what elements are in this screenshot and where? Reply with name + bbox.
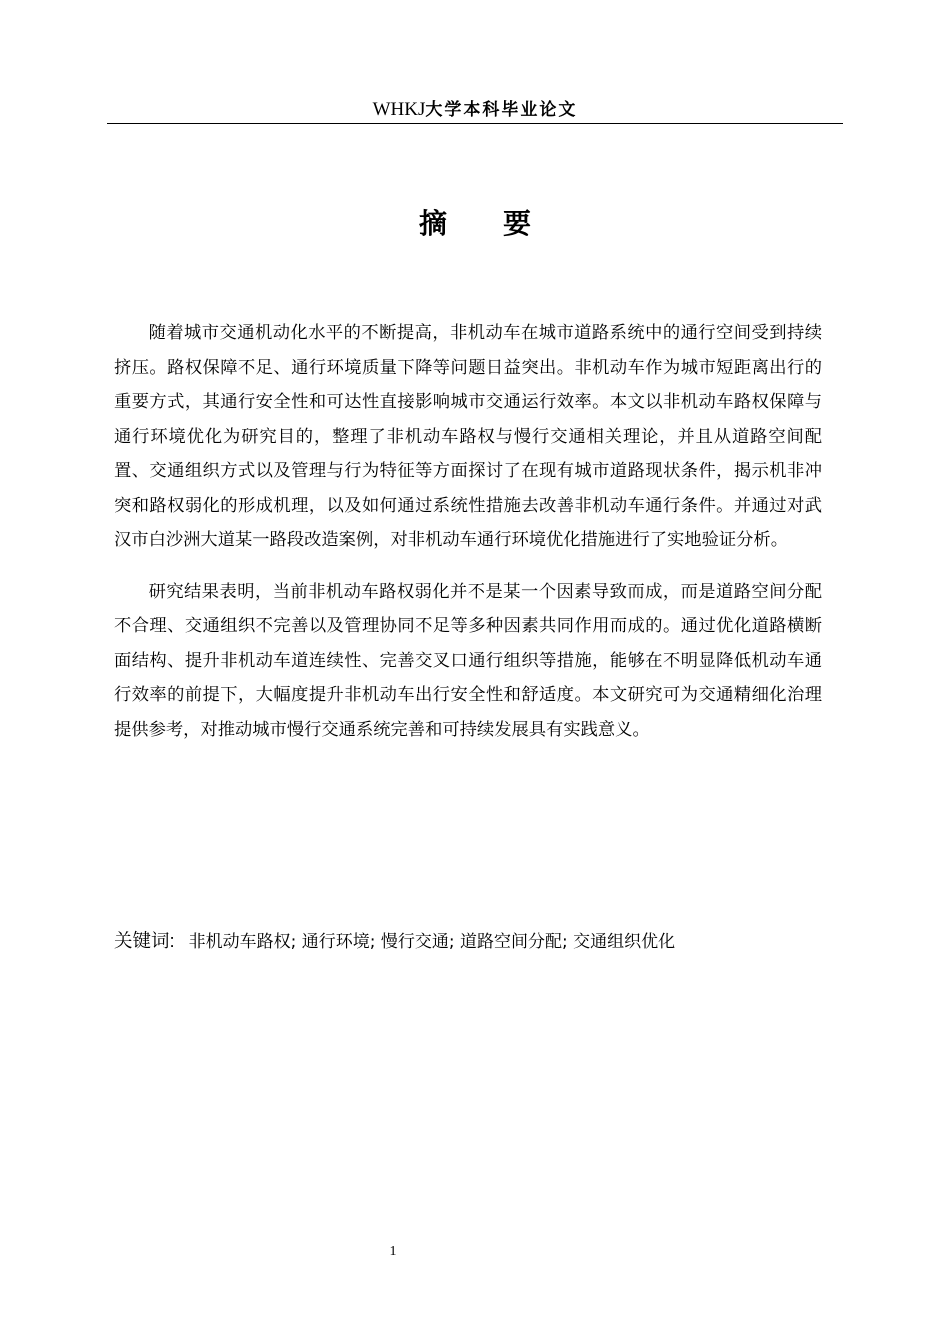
abstract-heading	[107, 202, 843, 246]
abstract-paragraph-2: 研究结果表明，当前非机动车路权弱化并不是某一个因素导致而成，而是道路空间分配不合理、交通组织不完善以及管理协同不足等多种因素共同作用而成的。通过优化道路横断面结构、提升非机动车道连续性、完善交叉口通行组织等措施，能够在不明显降低机动车通行效率的前提下，大幅度提升非机动车出行安全性和舒适度。本文研究可为交通精细化治理提供参考，对推动城市慢行交通系统完善和可持续发展具有实践意义。	[114, 581, 822, 740]
abstract-heading-right: 要	[503, 207, 532, 240]
keywords-text: 非机动车路权; 通行环境; 慢行交通; 道路空间分配; 交通组织优化	[188, 932, 676, 952]
keywords-line	[114, 924, 822, 959]
page-header	[107, 96, 843, 123]
abstract-heading-left: 摘	[418, 207, 447, 240]
abstract-paragraph-1: 随着城市交通机动化水平的不断提高，非机动车在城市道路系统中的通行空间受到持续挤压。路权保障不足、通行环境质量下降等问题日益突出。非机动车作为城市短距离出行的重要方式，其通行安全性和可达性直接影响城市交通运行效率。本文以非机动车路权保障与通行环境优化为研究目的，整理了非机动车路权与慢行交通相关理论，并且从道路空间配置、交通组织方式以及管理与行为特征等方面探讨了在现有城市道路现状条件，揭示机非冲突和路权弱化的形成机理，以及如何通过系统性措施去改善非机动车通行条件。并通过对武汉市白沙洲大道某一路段改造案例，对非机动车通行环境优化措施进行了实地验证分析。	[114, 323, 822, 550]
header-university-name: WHKJ	[372, 99, 426, 120]
header-thesis-title: 大学本科毕业论文	[425, 100, 578, 120]
page-number: 1	[389, 1244, 397, 1259]
keywords-label: 关键词:	[114, 930, 175, 951]
abstract-body	[114, 316, 822, 747]
header-divider	[107, 123, 843, 124]
